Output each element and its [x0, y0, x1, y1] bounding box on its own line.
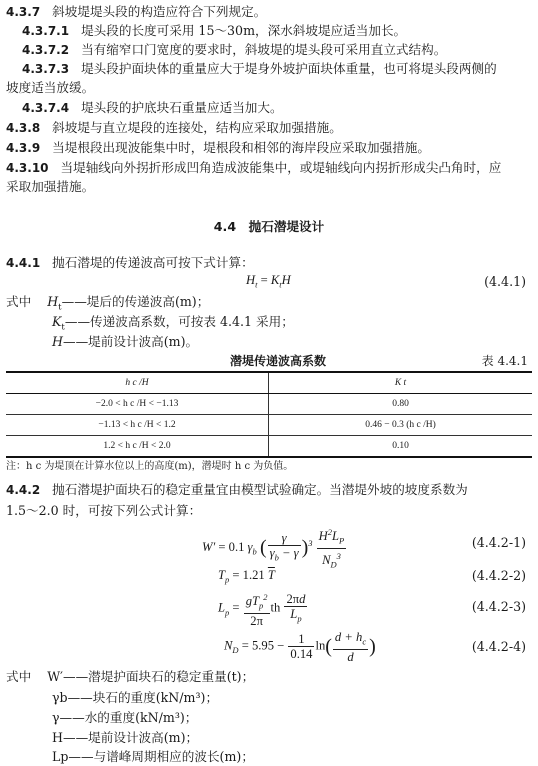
clause-4-3-7-2: 4.3.7.2 当有缩窄口门宽度的要求时，斜坡堤的堤头段可采用直立式结构。 [22, 42, 447, 57]
clause-4-3-7-1: 4.3.7.1 堤头段的长度可采用 15～30m，深水斜坡堤应适当加长。 [22, 23, 407, 38]
table-cell: −2.0 < h c /H < −1.13 [6, 394, 269, 415]
formula-4-4-2-4: $N_D = 5.95$ − $\frac{1}{0.14}$ ln( $\frac{d + h_c}{d}$ ) [224, 630, 376, 664]
equation-number-4-4-1: (4.4.1) [484, 274, 526, 289]
definition-w: 式中 W′——潜堤护面块石的稳定重量(t)； [6, 669, 255, 684]
clause-4-4-1: 4.4.1 抛石潜堤的传递波高可按下式计算： [6, 255, 254, 270]
table-row [6, 415, 532, 436]
clause-4-3-7: 4.3.7 斜坡堤堤头段的构造应符合下列规定。 [6, 4, 267, 19]
clause-4-3-10-cont: 采取加强措施。 [6, 179, 95, 194]
table-number: 表 4.4.1 [481, 354, 528, 368]
formula-4-4-2-1: W′ = 0.1 $\gamma_b$ ( $\frac{\gamma}{\gamma_b - \gamma}$ )$^3$ $\frac{H^2L_P}{N_D^3}$ [202, 527, 345, 570]
equation-number-4-4-2-4: (4.4.2-4) [471, 639, 526, 654]
clause-4-3-10: 4.3.10 当堤轴线向外拐折形成凹角造成波能集中，或堤轴线向内拐折形成尖凸角时，应 [6, 160, 502, 175]
equation-number-4-4-2-2: (4.4.2-2) [471, 568, 526, 583]
definition-gamma: γ——水的重度(kN/m³)； [52, 710, 198, 725]
transmission-coefficient-table [6, 371, 532, 458]
table-row [6, 436, 532, 458]
equation-number-4-4-2-1: (4.4.2-1) [471, 535, 526, 550]
formula-4-4-1: $H_t = K_tH$ [246, 273, 291, 290]
definition-kt: $K_t——$传递波高系数，可按表 4.4.1 采用； [52, 314, 294, 333]
table-cell: 0.10 [269, 436, 533, 458]
table-cell: 0.46 − 0.3 (h c /H) [269, 415, 533, 436]
formula-4-4-2-2: $T_p = 1.21$ $\overline{T}$ [218, 568, 275, 585]
definition-lp: Lp——与谱峰周期相应的波长(m)； [52, 749, 254, 764]
table-title: 潜堤传递波高系数 [230, 354, 327, 368]
equation-number-4-4-2-3: (4.4.2-3) [471, 599, 526, 614]
table-header-row [6, 372, 532, 394]
definition-gamma-b: γb——块石的重度(kN/m³)； [52, 690, 219, 705]
table-header-cell: K t [269, 372, 533, 394]
table-note: 注：h c 为堤顶在计算水位以上的高度(m)，潜堤时 h c 为负值。 [6, 461, 294, 472]
definition-h: H——堤前设计波高(m)。 [52, 334, 199, 349]
clause-4-3-7-4: 4.3.7.4 堤头段的护底块石重量应适当加大。 [22, 100, 283, 115]
section-heading: 4.4 抛石潜堤设计 [213, 219, 325, 234]
clause-4-3-7-3-cont: 坡度适当放缓。 [6, 80, 95, 95]
formula-4-4-2-3: $L_p$ = $\frac{gT_p^2}{2\pi}$ th $\frac{2\pi d}{L_p}$ [218, 592, 306, 628]
table-cell: −1.13 < h c /H < 1.2 [6, 415, 269, 436]
definition-h2: H——堤前设计波高(m)； [52, 730, 199, 745]
table-cell: 0.80 [269, 394, 533, 415]
definition-ht: 式中 $H_t——$堤后的传递波高(m)； [6, 294, 210, 313]
clause-4-3-9: 4.3.9 当堤根段出现波能集中时，堤根段和相邻的海岸段应采取加强措施。 [6, 140, 430, 155]
clause-4-4-2-cont: 1.5～2.0 时，可按下列公式计算： [6, 503, 202, 518]
clause-4-3-7-3: 4.3.7.3 堤头段护面块体的重量应大于堤身外坡护面块体重量，也可将堤头段两侧的 [22, 61, 497, 76]
table-header-cell: h c /H [6, 372, 269, 394]
table-cell: 1.2 < h c /H < 2.0 [6, 436, 269, 458]
clause-4-4-2: 4.4.2 抛石潜堤护面块石的稳定重量宜由模型试验确定。当潜堤外坡的坡度系数为 [6, 482, 468, 497]
clause-4-3-8: 4.3.8 斜坡堤与直立堤段的连接处，结构应采取加强措施。 [6, 120, 342, 135]
table-row [6, 394, 532, 415]
